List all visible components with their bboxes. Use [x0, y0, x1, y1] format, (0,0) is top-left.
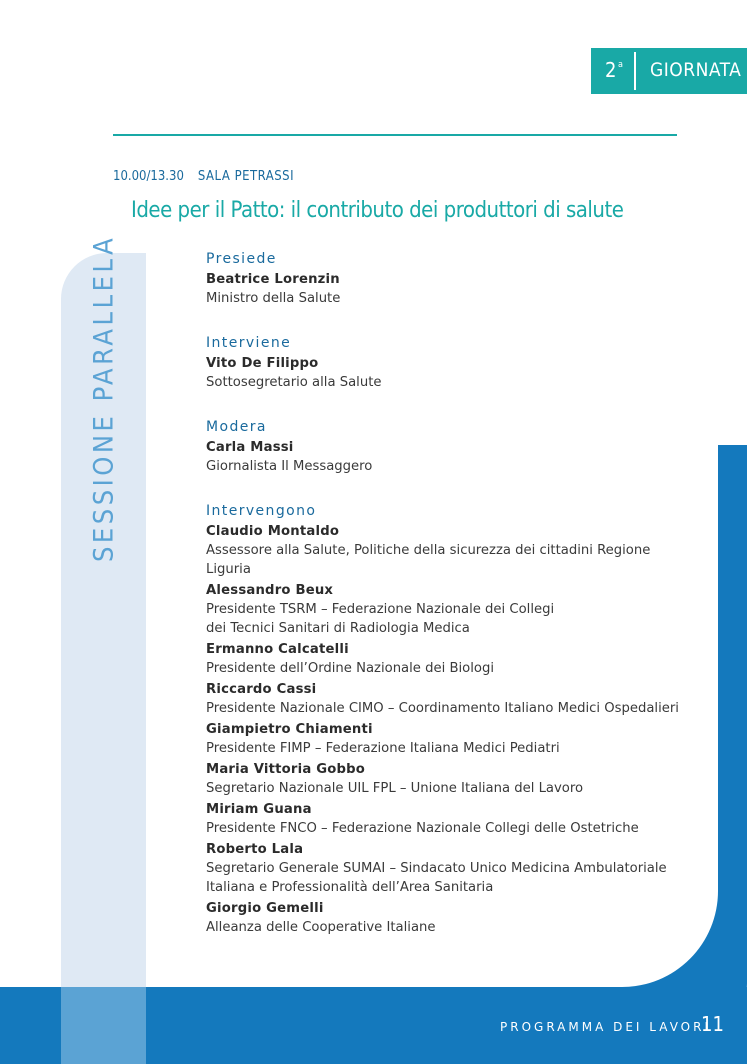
modera-block — [206, 418, 686, 476]
person-name: Vito De Filippo — [206, 356, 319, 371]
person-role: Giornalista Il Messaggero — [206, 459, 373, 474]
presiede-block — [206, 250, 686, 308]
speaker-name: Maria Vittoria Gobbo — [206, 762, 366, 777]
footer-label: PROGRAMMA DEI LAVORI — [500, 1020, 712, 1034]
speaker-name: Claudio Montaldo — [206, 524, 340, 539]
speaker-name: Miriam Guana — [206, 802, 312, 817]
page-number: 11 — [701, 1012, 724, 1036]
role-label: Interviene — [206, 335, 292, 351]
speaker-entry — [206, 680, 686, 718]
speaker-entry — [206, 800, 686, 838]
tab-divider — [634, 52, 636, 90]
speaker-role: Presidente TSRM – Federazione Nazionale dei Collegi dei Tecnici Sanitari di Radiologia Medica — [206, 602, 555, 636]
role-label: Presiede — [206, 251, 277, 267]
speaker-entry — [206, 840, 686, 897]
speaker-entry — [206, 640, 686, 678]
person-role: Ministro della Salute — [206, 291, 341, 306]
speaker-role: Alleanza delle Cooperative Italiane — [206, 920, 436, 935]
session-title: Idee per il Patto: il contributo dei produttori di salute — [131, 198, 624, 223]
role-label: Intervengono — [206, 503, 317, 519]
speaker-role: Assessore alla Salute, Politiche della sicurezza dei cittadini Regione Liguria — [206, 543, 651, 577]
speaker-name: Giampietro Chiamenti — [206, 722, 373, 737]
speaker-name: Ermanno Calcatelli — [206, 642, 349, 657]
header-rule — [113, 134, 677, 136]
day-number: 2$^a$ — [605, 58, 624, 82]
interviene-block — [206, 334, 686, 392]
person-role: Sottosegretario alla Salute — [206, 375, 382, 390]
person-entry — [206, 270, 686, 308]
speaker-role: Segretario Nazionale UIL FPL – Unione Italiana del Lavoro — [206, 781, 584, 796]
speaker-entry — [206, 581, 686, 638]
speaker-role: Presidente FNCO – Federazione Nazionale Collegi delle Ostetriche — [206, 821, 639, 836]
session-time-room — [113, 169, 294, 184]
side-band-lower — [61, 987, 146, 1064]
person-name: Beatrice Lorenzin — [206, 272, 340, 287]
speaker-entry — [206, 720, 686, 758]
side-label: SESSIONE PARALLELA — [88, 234, 120, 562]
person-entry — [206, 438, 686, 476]
person-name: Carla Massi — [206, 440, 294, 455]
speaker-role: Presidente dell’Ordine Nazionale dei Biologi — [206, 661, 494, 676]
day-label: GIORNATA — [650, 59, 742, 81]
day-tab — [591, 48, 747, 94]
speaker-role: Presidente FIMP – Federazione Italiana Medici Pediatri — [206, 741, 560, 756]
speaker-entry — [206, 899, 686, 937]
speaker-role: Segretario Generale SUMAI – Sindacato Unico Medicina Ambulatoriale Italiana e Professionalità dell’Area Sanitaria — [206, 861, 667, 895]
role-label: Modera — [206, 419, 267, 435]
session-time: 10.00/13.30 — [113, 169, 184, 184]
speaker-role: Presidente Nazionale CIMO – Coordinamento Italiano Medici Ospedalieri — [206, 701, 679, 716]
day-suffix: a — [617, 60, 624, 71]
speaker-name: Alessandro Beux — [206, 583, 334, 598]
person-entry — [206, 354, 686, 392]
session-room: SALA PETRASSI — [197, 169, 295, 184]
program-content — [206, 250, 686, 939]
speaker-name: Riccardo Cassi — [206, 682, 317, 697]
intervengono-block — [206, 502, 686, 937]
speaker-entry — [206, 760, 686, 798]
speaker-name: Roberto Lala — [206, 842, 304, 857]
speaker-entry — [206, 522, 686, 579]
speaker-name: Giorgio Gemelli — [206, 901, 324, 916]
